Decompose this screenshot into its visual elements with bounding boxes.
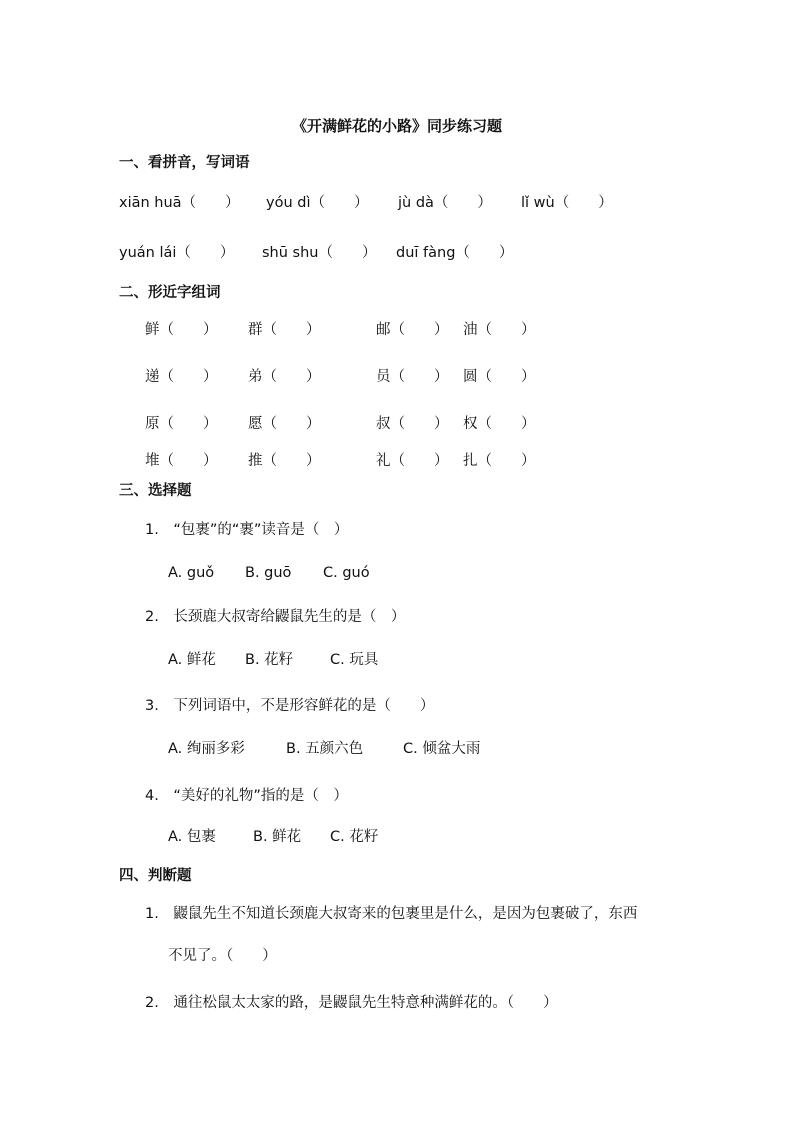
character-item: 权（ ） xyxy=(463,416,536,432)
character-item: 叔（ ） xyxy=(376,416,449,432)
character-item: 员（ ） xyxy=(376,369,449,385)
judgment-item: 2. 通往松鼠太太家的路，是鼹鼠先生特意种满鲜花的。（ ） xyxy=(145,995,558,1011)
question-text: 2. 长颈鹿大叔寄给鼹鼠先生的是（ ） xyxy=(145,609,406,625)
character-item: 愿（ ） xyxy=(248,416,321,432)
character-item: 原（ ） xyxy=(145,416,218,432)
character-item: 扎（ ） xyxy=(463,453,536,469)
section-heading-multiple-choice: 三、选择题 xyxy=(119,483,192,499)
pinyin-item: yuán lái（ ） xyxy=(119,245,235,261)
question-text: 4. “美好的礼物”指的是（ ） xyxy=(145,788,348,804)
character-item: 堆（ ） xyxy=(145,453,218,469)
judgment-item: 1. 鼹鼠先生不知道长颈鹿大叔寄来的包裹里是什么，是因为包裹破了，东西 xyxy=(145,906,638,922)
question-text: 3. 下列词语中，不是形容鲜花的是（ ） xyxy=(145,698,435,714)
answer-option: C. 玩具 xyxy=(330,652,379,668)
pinyin-item: shū shu（ ） xyxy=(262,245,377,261)
character-item: 群（ ） xyxy=(248,322,321,338)
character-item: 鲜（ ） xyxy=(145,322,218,338)
character-item: 邮（ ） xyxy=(376,322,449,338)
answer-option: A. guǒ xyxy=(168,565,215,581)
pinyin-item: lǐ wù（ ） xyxy=(521,195,613,211)
answer-option: C. 花籽 xyxy=(330,829,379,845)
question-text: 1. “包裹”的“裹”读音是（ ） xyxy=(145,522,349,538)
character-item: 递（ ） xyxy=(145,369,218,385)
answer-option: B. 花籽 xyxy=(245,652,294,668)
answer-option: C. guó xyxy=(323,565,370,581)
pinyin-item: jù dà（ ） xyxy=(398,195,492,211)
answer-option: A. 包裹 xyxy=(168,829,216,845)
answer-option: A. 鲜花 xyxy=(168,652,216,668)
answer-option: B. 五颜六色 xyxy=(286,741,364,757)
judgment-item-continuation: 不见了。（ ） xyxy=(168,948,277,964)
section-heading-true-false: 四、判断题 xyxy=(119,868,192,884)
pinyin-item: yóu dì（ ） xyxy=(266,195,369,211)
answer-option: B. 鲜花 xyxy=(253,829,302,845)
page-title: 《开满鲜花的小路》同步练习题 xyxy=(291,117,502,135)
character-item: 推（ ） xyxy=(248,453,321,469)
section-heading-similar-characters: 二、形近字组词 xyxy=(119,285,221,301)
pinyin-item: duī fàng（ ） xyxy=(396,245,514,261)
answer-option: A. 绚丽多彩 xyxy=(168,741,245,757)
answer-option: C. 倾盆大雨 xyxy=(403,741,481,757)
section-heading-pinyin: 一、看拼音，写词语 xyxy=(119,155,250,171)
character-item: 礼（ ） xyxy=(376,453,449,469)
character-item: 油（ ） xyxy=(463,322,536,338)
pinyin-item: xiān huā（ ） xyxy=(119,195,240,211)
character-item: 弟（ ） xyxy=(248,369,321,385)
answer-option: B. guō xyxy=(245,565,292,581)
character-item: 圆（ ） xyxy=(463,369,536,385)
